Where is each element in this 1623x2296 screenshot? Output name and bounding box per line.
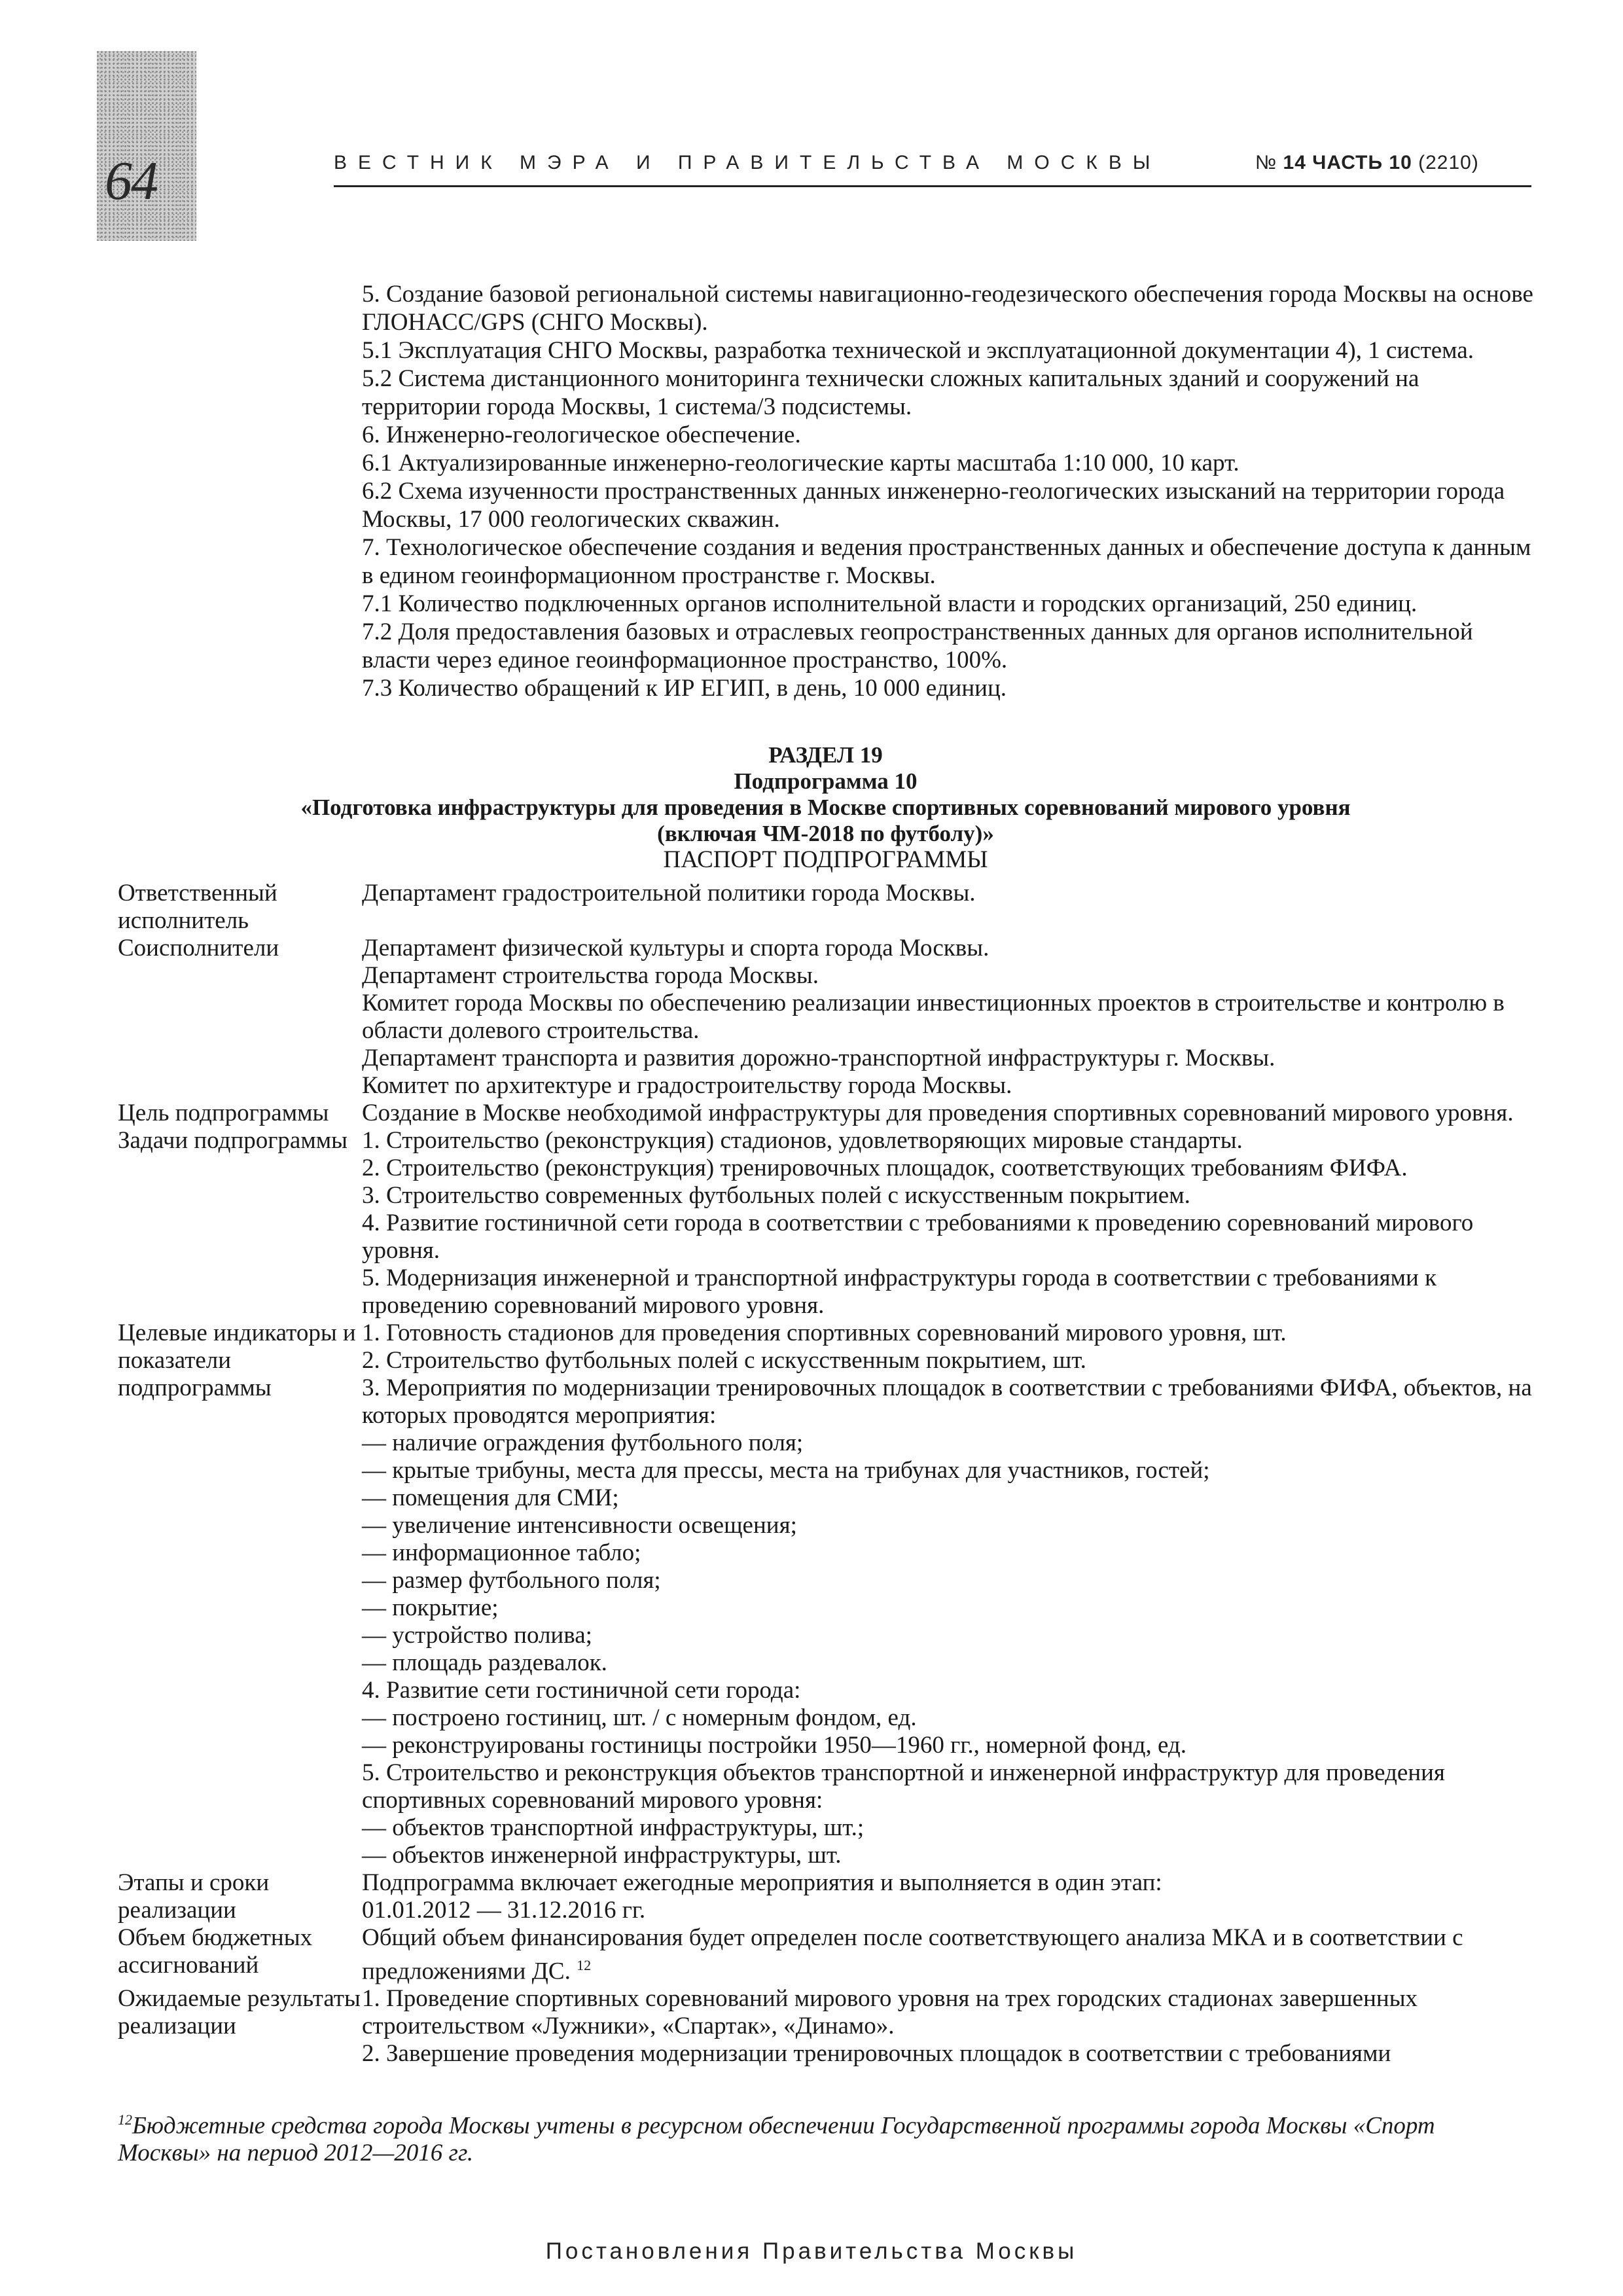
body-item: 7.2 Доля предоставления базовых и отраслевых геопространственных данных для органов исполнительной власти через единое геоинформационное пространство, 100%.	[362, 619, 1473, 673]
body-item: 6.2 Схема изученности пространственных данных инженерно-геологических изысканий на территории города Москвы, 17 000 геологических скважин.	[362, 478, 1505, 533]
body-list	[362, 280, 1533, 702]
table-row	[118, 1924, 1533, 1985]
value-line: Департамент физической культуры и спорта города Москвы.	[362, 935, 990, 961]
value-line: 5. Модернизация инженерной и транспортной инфраструктуры города в соответствии с требованиями к проведению соревнований мирового уровня.	[362, 1265, 1437, 1319]
value-line: Департамент транспорта и развития дорожно-транспортной инфраструктуры г. Москвы.	[362, 1045, 1275, 1071]
table-row	[118, 935, 1533, 1100]
value-line: Подпрограмма включает ежегодные мероприятия и выполняется в один этап:	[362, 1869, 1162, 1896]
value-line: Комитет города Москвы по обеспечению реализации инвестиционных проектов в строительстве и контролю в области долевого строительства.	[362, 990, 1505, 1044]
footnote-ref: 12	[577, 1957, 592, 1973]
value-line: Департамент градостроительной политики города Москвы.	[362, 880, 976, 906]
issue-part: ЧАСТЬ 10	[1312, 152, 1412, 173]
value-line: 5. Строительство и реконструкция объектов транспортной и инженерной инфраструктур для проведения спортивных соревнований мирового уровня:	[362, 1759, 1445, 1814]
section-heading: РАЗДЕЛ 19	[768, 742, 883, 768]
table-row	[118, 880, 1533, 935]
row-value	[362, 1100, 1533, 1127]
value-line: Создание в Москве необходимой инфраструктуры для проведения спортивных соревнований мирового уровня.	[362, 1100, 1514, 1126]
issue-total: (2210)	[1418, 152, 1479, 173]
value-line: 2. Строительство (реконструкция) тренировочных площадок, соответствующих требованиям ФИФА.	[362, 1155, 1408, 1181]
value-line: — наличие ограждения футбольного поля;	[362, 1429, 804, 1456]
value-line: 4. Развитие гостиничной сети города в соответствии с требованиями к проведению соревнований мирового уровня.	[362, 1210, 1474, 1264]
subprogram-title-cont: (включая ЧМ-2018 по футболу)»	[657, 821, 994, 846]
row-value	[362, 1985, 1533, 2068]
subprogram-title: «Подготовка инфраструктуры для проведения в Москве спортивных соревнований мирового уровня	[300, 795, 1351, 820]
row-label: Объем бюджетных ассигнований	[118, 1924, 313, 1979]
subprogram-heading: Подпрограмма 10	[734, 768, 918, 794]
body-item: 7.3 Количество обращений к ИР ЕГИП, в день, 10 000 единиц.	[362, 675, 1007, 702]
issue-info	[1255, 152, 1479, 174]
body-item: 5. Создание базовой региональной системы навигационно-геодезического обеспечения города Москвы на основе ГЛОНАСС/GPS (СНГО Москвы).	[362, 281, 1533, 336]
passport-table	[118, 880, 1533, 2068]
table-row	[118, 1127, 1533, 1319]
value-line: — объектов инженерной инфраструктуры, шт.	[362, 1842, 842, 1869]
value-line: — покрытие;	[362, 1594, 499, 1621]
value-line: — реконструированы гостиницы постройки 1950—1960 гг., номерной фонд, ед.	[362, 1732, 1186, 1759]
row-value	[362, 935, 1533, 1100]
value-line: — информационное табло;	[362, 1539, 641, 1566]
row-value	[362, 1127, 1533, 1319]
body-item: 7. Технологическое обеспечение создания и ведения пространственных данных и обеспечение доступа к данным в едином геоинформационном пространстве г. Москвы.	[362, 534, 1531, 589]
body-item: 6.1 Актуализированные инженерно-геологические карты масштаба 1:10 000, 10 карт.	[362, 450, 1240, 476]
row-value	[362, 1319, 1533, 1869]
value-line: 3. Мероприятия по модернизации тренировочных площадок в соответствии с требованиями ФИФА, объектов, на которых проводятся мероприятия:	[362, 1374, 1532, 1429]
row-label: Задачи подпрограммы	[118, 1127, 348, 1154]
value-line: — увеличение интенсивности освещения;	[362, 1512, 797, 1539]
body-item: 5.1 Эксплуатация СНГО Москвы, разработка технической и эксплуатационной документации 4), 1 система.	[362, 337, 1474, 364]
value-line: 1. Готовность стадионов для проведения спортивных соревнований мирового уровня, шт.	[362, 1319, 1287, 1346]
body-item: 7.1 Количество подключенных органов исполнительной власти и городских организаций, 250 единиц.	[362, 590, 1418, 617]
value-line: 2. Строительство футбольных полей с искусственным покрытием, шт.	[362, 1347, 1086, 1374]
value-line: 2. Завершение проведения модернизации тренировочных площадок в соответствии с требованиями	[362, 2040, 1391, 2068]
passport-heading: ПАСПОРТ ПОДПРОГРАММЫ	[663, 846, 988, 873]
running-title: ВЕСТНИК МЭРА И ПРАВИТЕЛЬСТВА МОСКВЫ	[334, 152, 1162, 173]
value-line: — размер футбольного поля;	[362, 1567, 661, 1594]
issue-no-label: №	[1255, 152, 1277, 173]
value-line: Комитет по архитектуре и градостроительству города Москвы.	[362, 1072, 1012, 1099]
row-label: Ответственный исполнитель	[118, 880, 277, 934]
row-label: Целевые индикаторы и показатели подпрограммы	[118, 1319, 356, 1401]
footnote	[118, 2106, 1533, 2167]
value-line: — устройство полива;	[362, 1622, 592, 1649]
table-row	[118, 1985, 1533, 2068]
value-line: — построено гостиниц, шт. / с номерным фондом, ед.	[362, 1704, 917, 1731]
value-line: — помещения для СМИ;	[362, 1484, 619, 1511]
row-label: Ожидаемые результаты реализации	[118, 1985, 361, 2040]
body-item: 6. Инженерно-геологическое обеспечение.	[362, 422, 801, 448]
row-value	[362, 1869, 1533, 1924]
page-footer: Постановления Правительства Москвы	[545, 2238, 1078, 2264]
row-label: Соисполнители	[118, 935, 279, 961]
row-label: Этапы и сроки реализации	[118, 1869, 270, 1924]
section-titles	[118, 742, 1533, 873]
issue-no: 14	[1283, 152, 1306, 173]
row-label: Цель подпрограммы	[118, 1100, 329, 1126]
value-line	[362, 1924, 1533, 1985]
value-line: — крытые трибуны, места для прессы, места на трибунах для участников, гостей;	[362, 1457, 1210, 1484]
value-line: 1. Проведение спортивных соревнований мирового уровня на трех городских стадионах завершенных строительством «Лужники», «Спартак», «Динамо».	[362, 1985, 1418, 2040]
table-row	[118, 1319, 1533, 1869]
value-line: 01.01.2012 — 31.12.2016 гг.	[362, 1897, 646, 1924]
footnote-mark: 12	[118, 2111, 132, 2128]
row-value	[362, 1924, 1533, 1985]
value-line: 4. Развитие сети гостиничной сети города:	[362, 1677, 801, 1704]
table-row	[118, 1100, 1533, 1127]
row-value	[362, 880, 1533, 935]
table-row	[118, 1869, 1533, 1924]
value-line: 3. Строительство современных футбольных полей с искусственным покрытием.	[362, 1182, 1190, 1209]
header-rule	[334, 185, 1531, 187]
page-number: 64	[105, 151, 157, 211]
footnote-text: Бюджетные средства города Москвы учтены в ресурсном обеспечении Государственной программы города Москвы «Спорт Москвы» на период 2012—2016 гг.	[118, 2112, 1435, 2167]
value-line: — объектов транспортной инфраструктуры, шт.;	[362, 1814, 865, 1841]
body-item: 5.2 Система дистанционного мониторинга технически сложных капитальных зданий и сооружений на территории города Москвы, 1 система/3 подсистемы.	[362, 365, 1419, 420]
value-line: Департамент строительства города Москвы.	[362, 962, 819, 989]
value-line: — площадь раздевалок.	[362, 1649, 607, 1676]
value-line: 1. Строительство (реконструкция) стадионов, удовлетворяющих мировые стандарты.	[362, 1127, 1243, 1154]
budget-text: Общий объем финансирования будет определен после соответствующего анализа МКА и в соответствии с предложениями ДС.	[362, 1924, 1463, 1985]
